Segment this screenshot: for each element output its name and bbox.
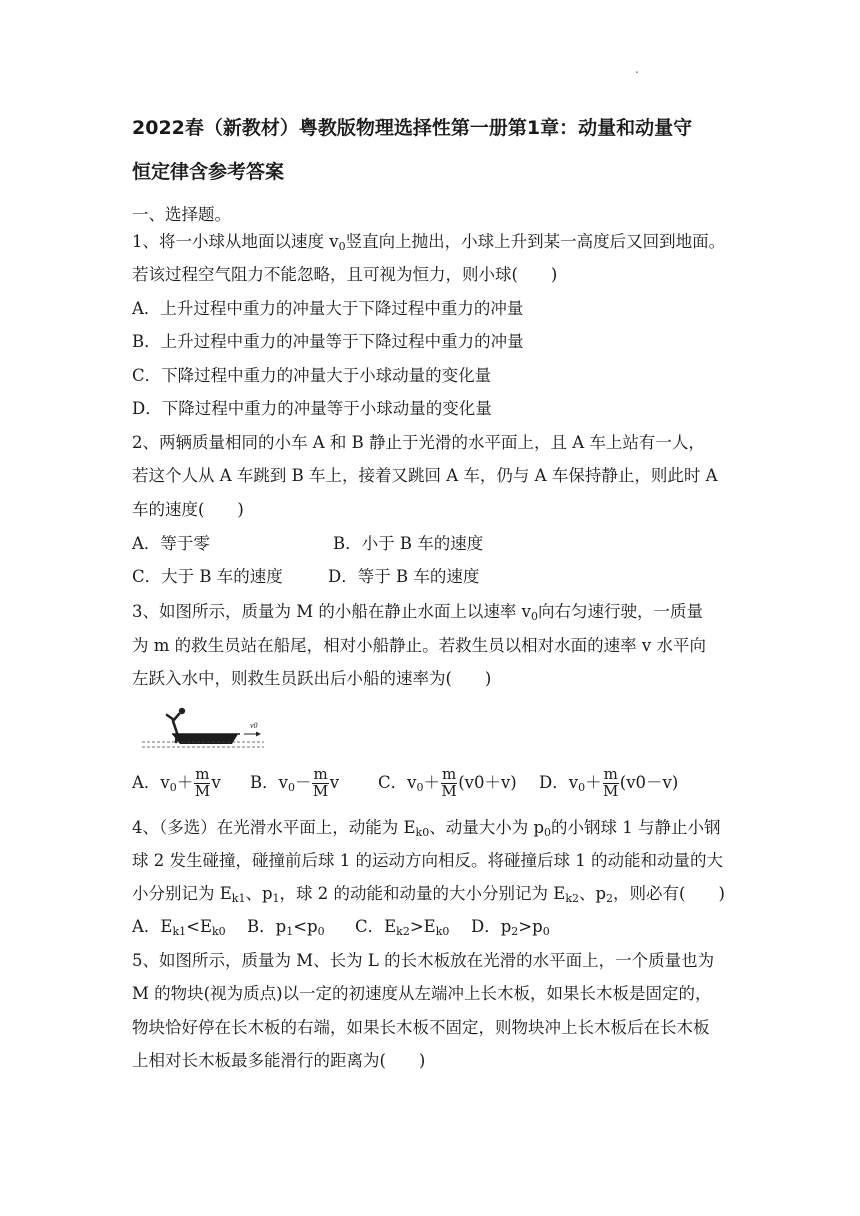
q3-option-c: C．$v_0+$ $\frac{m}{M}$ (v0＋v) [378, 765, 517, 800]
q1-option-a: A．上升过程中重力的冲量大于下降过程中重力的冲量 [132, 299, 524, 318]
q2-option-d: D．等于 B 车的速度 [328, 567, 480, 586]
fraction: $\frac{m}{M}$ [194, 765, 211, 800]
q3-option-d: D．$v_0+$ $\frac{m}{M}$ (v0－v) [539, 765, 679, 800]
document-title-line-2: 恒定律含参考答案 [132, 161, 285, 183]
q1-option-c: C．下降过程中重力的冲量大于小球动量的变化量 [132, 366, 492, 385]
q3-stem-text: 向右匀速行驶，一质量 [537, 602, 703, 621]
q3-stem-text: 3、如图所示，质量为 M 的小船在静止水面上以速率 v [132, 602, 531, 621]
document-title-line-1: 2022春（新教材）粤教版物理选择性第一册第1章：动量和动量守 [132, 117, 693, 139]
q3-option-a: A．$v_0+$ $\frac{m}{M}$ v [132, 765, 221, 800]
corner-mark: . [635, 62, 639, 76]
q2-stem-line-1: 2、两辆质量相同的小车 A 和 B 静止于光滑的水平面上，且 A 车上站有一人， [132, 433, 705, 452]
q1-stem-text: 竖直向上抛出，小球上升到某一高度后又回到地面。 [345, 232, 726, 251]
q3-stem-line-1 [132, 604, 703, 621]
velocity-arrowhead [256, 732, 261, 737]
fraction: $\frac{m}{M}$ [312, 765, 329, 800]
q5-stem-line-4: 上相对长木板最多能滑行的距离为( ) [132, 1051, 426, 1070]
q2-option-a: A．等于零 [132, 534, 210, 553]
q1-subscript: 0 [338, 240, 346, 253]
q1-option-d: D．下降过程中重力的冲量等于小球动量的变化量 [132, 399, 492, 418]
q5-stem-line-1: 5、如图所示，质量为 M、长为 L 的长木板放在光滑的水平面上，一个质量也为 [132, 951, 715, 970]
q3-stem-line-2: 为 m 的救生员站在船尾，相对小船静止。若救生员以相对水面的速率 v 水平向 [132, 636, 706, 655]
q1-stem-line-2: 若该过程空气阻力不能忽略，且可视为恒力，则小球( ) [132, 265, 558, 284]
q5-stem-line-2: M 的物块(视为质点)以一定的初速度从左端冲上长木板，如果长木板是固定的， [132, 984, 712, 1003]
q3-stem-line-3: 左跃入水中，则救生员跃出后小船的速率为( ) [132, 669, 492, 688]
q4-stem-line-2: 球 2 发生碰撞，碰撞前后球 1 的运动方向相反。将碰撞后球 1 的动能和动量的大 [132, 851, 723, 870]
fraction: $\frac{m}{M}$ [603, 765, 619, 800]
velocity-label: v0 [250, 721, 258, 730]
q2-stem-line-2: 若这个人从 A 车跳到 B 车上，接着又跳回 A 车，仍与 A 车保持静止，则此时 A [132, 466, 718, 485]
q4-option-d: D．$p_2>p_0$ [471, 917, 550, 938]
q4-stem-line-1: 4、（多选）在光滑水平面上，动能为 $E_{k0}$、动量大小为 $p_0$的小钢球 1 与静止小钢 [132, 818, 721, 839]
q3-option-b: B．$v_0-$ $\frac{m}{M}$ v [250, 765, 340, 800]
q4-stem-line-3: 小分别记为 $E_{k1}$、$p_1$，球 2 的动能和动量的大小分别记为 $E_{k2}$、$p_2$，则必有( ) [132, 884, 725, 905]
q2-option-c: C．大于 B 车的速度 [132, 567, 283, 586]
q3-subscript: 0 [530, 610, 538, 623]
q2-option-b: B．小于 B 车的速度 [333, 534, 484, 553]
q1-option-b: B．上升过程中重力的冲量等于下降过程中重力的冲量 [132, 332, 524, 351]
q1-stem-line-1 [132, 234, 725, 251]
boat-figure [140, 703, 266, 753]
q4-option-b: B．$p_1<p_0$ [247, 917, 325, 938]
q4-option-a: A．$E_{k1}<E_{k0}$ [132, 917, 226, 938]
q2-stem-line-3: 车的速度( ) [132, 500, 244, 519]
q5-stem-line-3: 物块恰好停在长木板的右端，如果长木板不固定，则物块冲上长木板后在长木板 [132, 1018, 710, 1037]
fraction: $\frac{m}{M}$ [441, 765, 457, 800]
section-heading: 一、选择题。 [132, 205, 231, 224]
boat-hull [172, 734, 238, 744]
q1-stem-text: 1、将一小球从地面以速度 v [132, 232, 339, 251]
q4-option-c: C．$E_{k2}>E_{k0}$ [355, 917, 450, 938]
